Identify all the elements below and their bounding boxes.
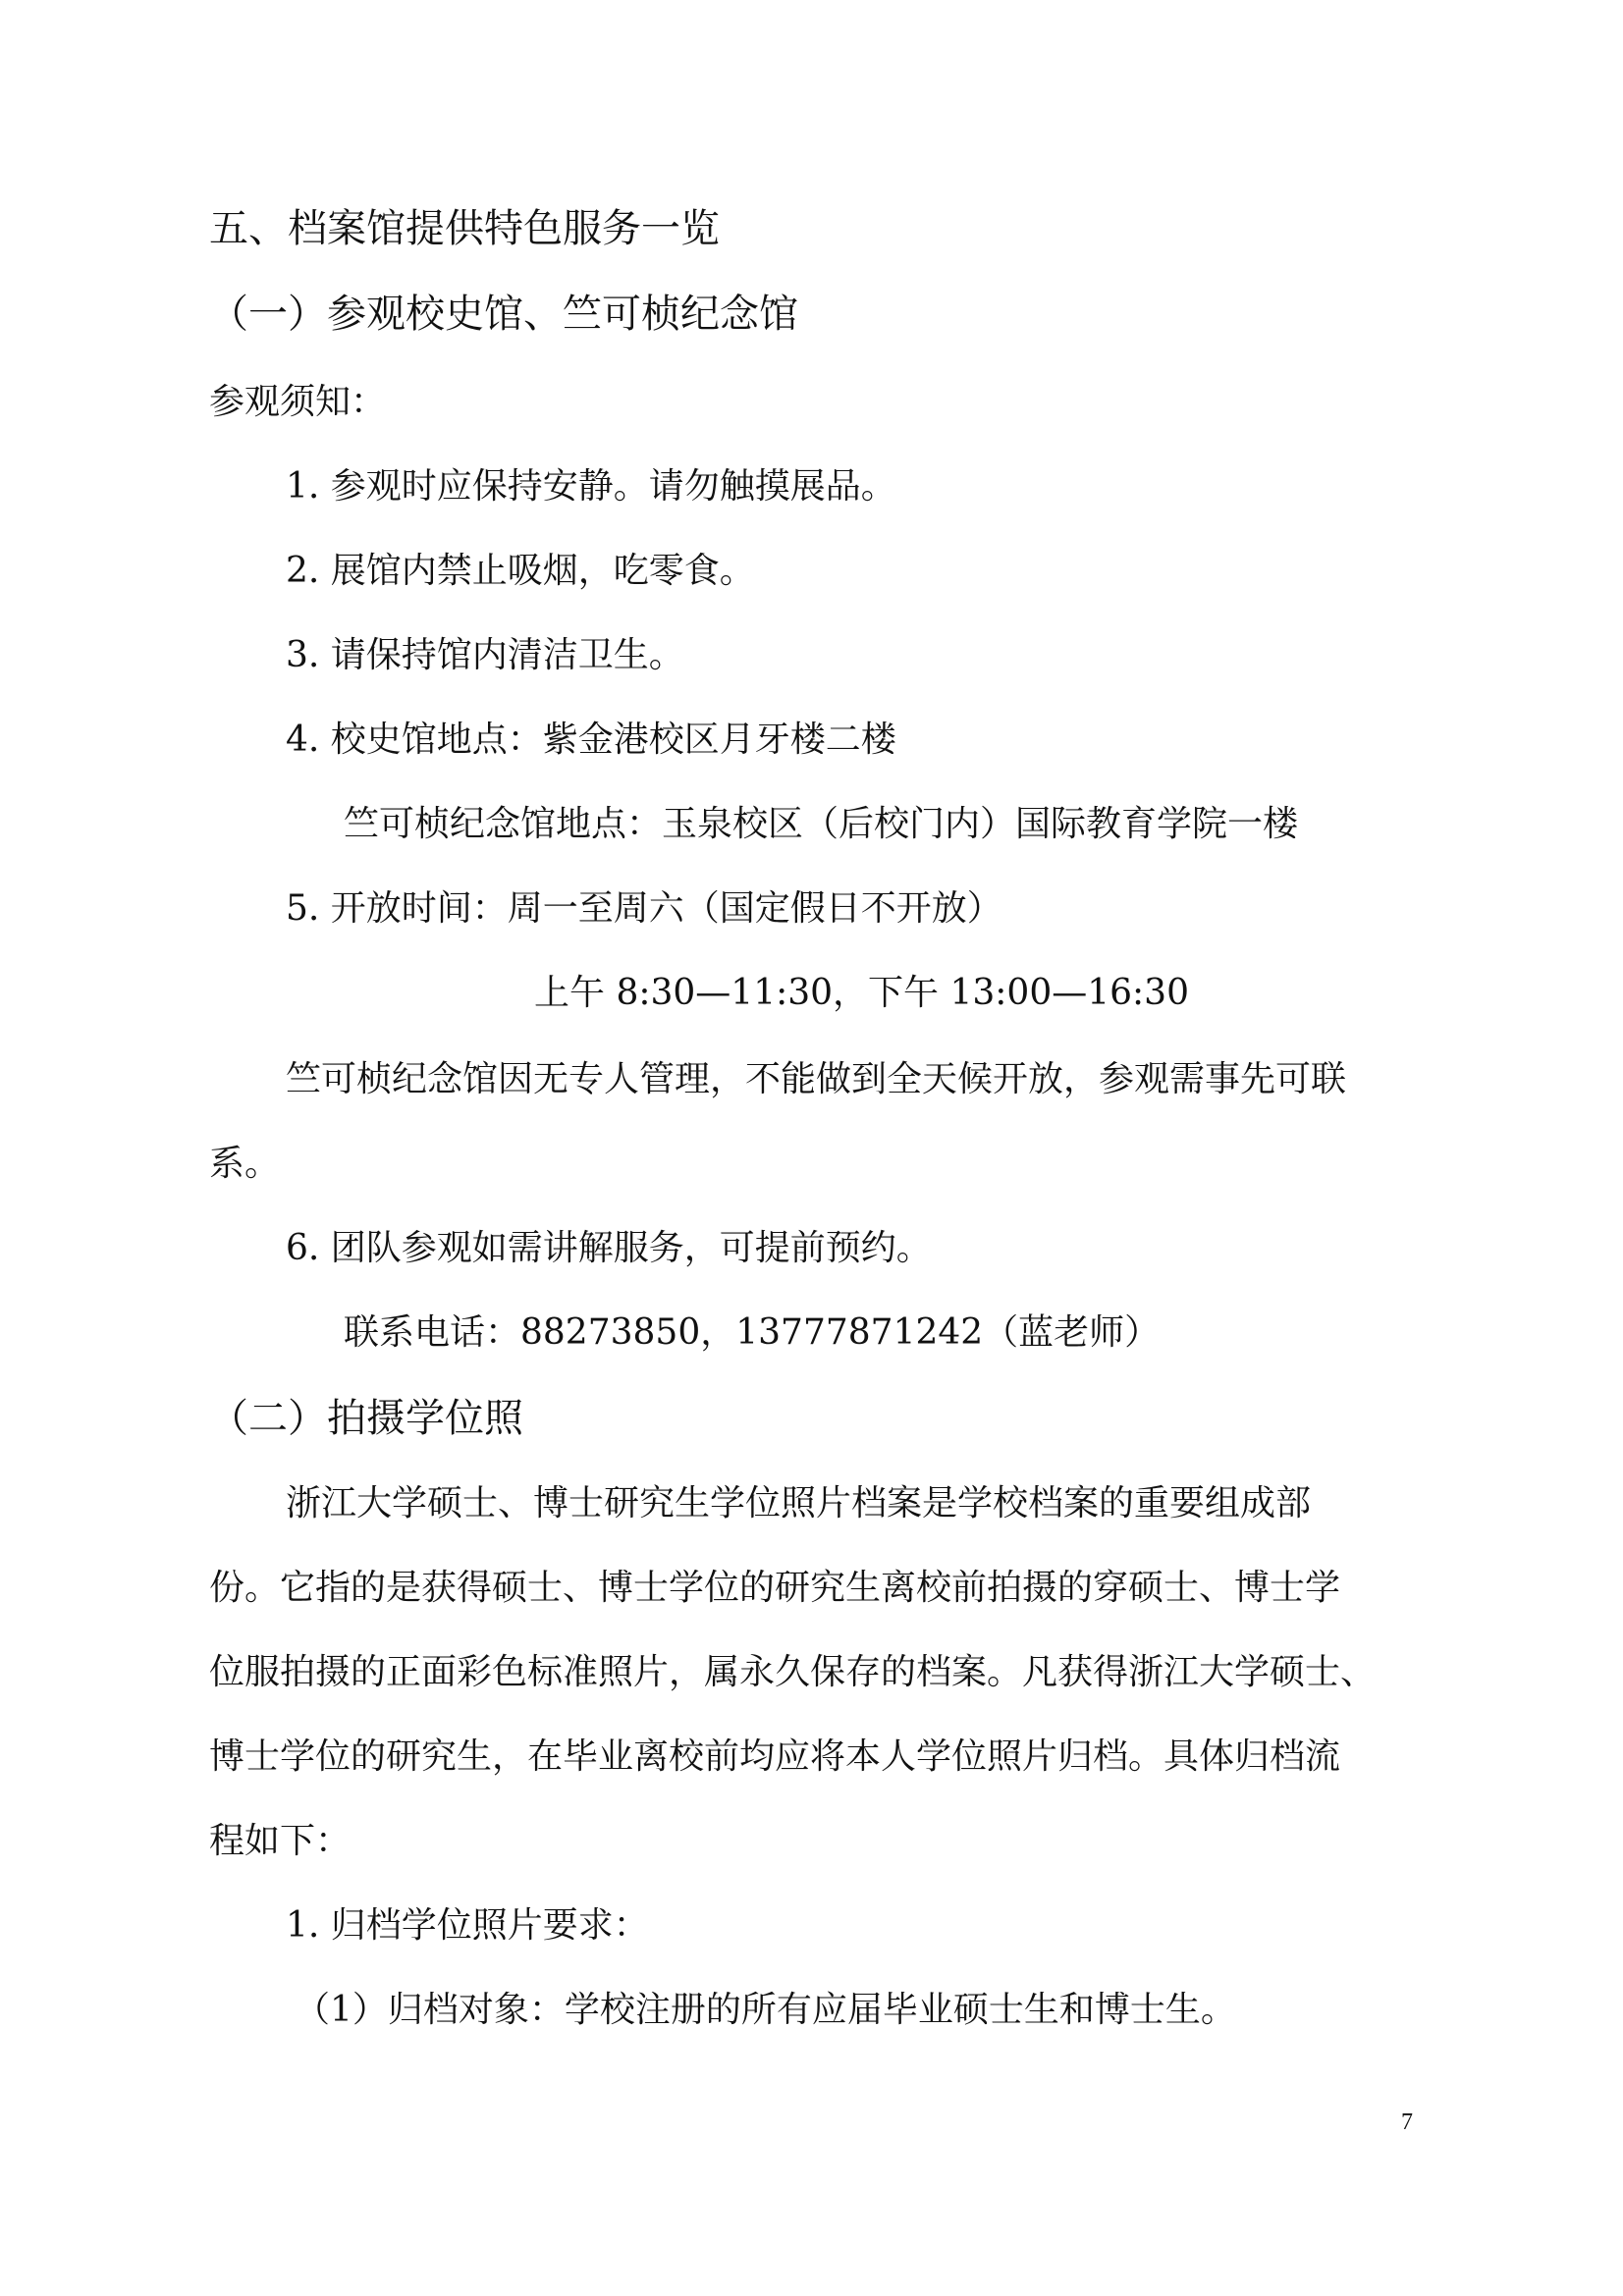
visit-rule-4-memorial-location: 竺可桢纪念馆地点：玉泉校区（后校门内）国际教育学院一楼: [344, 804, 1299, 844]
memorial-note-line-2: 系。: [209, 1144, 281, 1184]
subsection-heading-visit: （一）参观校史馆、竺可桢纪念馆: [209, 292, 798, 337]
visit-notice-title: 参观须知：: [209, 382, 387, 422]
photo-requirement-1-1: （1）归档对象：学校注册的所有应届毕业硕士生和博士生。: [295, 1990, 1236, 2030]
visit-rule-4-location: 4. 校史馆地点：紫金港校区月牙楼二楼: [286, 720, 896, 760]
memorial-note-line-1: 竺可桢纪念馆因无专人管理，不能做到全天候开放，参观需事先可联: [286, 1059, 1347, 1099]
photo-requirement-1: 1. 归档学位照片要求：: [286, 1905, 649, 1946]
section-heading: 五、档案馆提供特色服务一览: [209, 206, 720, 251]
subsection-heading-photo: （二）拍摄学位照: [209, 1396, 523, 1441]
photo-paragraph-line-1: 浙江大学硕士、博士研究生学位照片档案是学校档案的重要组成部: [286, 1483, 1312, 1523]
photo-paragraph-line-3: 位服拍摄的正面彩色标准照片，属永久保存的档案。凡获得浙江大学硕士、: [209, 1652, 1377, 1692]
photo-paragraph-line-4: 博士学位的研究生，在毕业离校前均应将本人学位照片归档。具体归档流: [209, 1736, 1341, 1777]
visit-rule-6-contact: 联系电话：88273850，13777871242（蓝老师）: [344, 1312, 1161, 1353]
photo-paragraph-line-5: 程如下：: [209, 1821, 352, 1861]
visit-rule-1: 1. 参观时应保持安静。请勿触摸展品。: [286, 466, 896, 507]
visit-rule-2: 2. 展馆内禁止吸烟，吃零食。: [286, 551, 755, 591]
visit-rule-5-opening-hours: 上午 8:30—11:30，下午 13:00—16:30: [534, 973, 1189, 1013]
page-number: 7: [1401, 2109, 1413, 2135]
photo-paragraph-line-2: 份。它指的是获得硕士、博士学位的研究生离校前拍摄的穿硕士、博士学: [209, 1568, 1341, 1608]
visit-rule-3: 3. 请保持馆内清洁卫生。: [286, 635, 684, 675]
visit-rule-6-guided-tour: 6. 团队参观如需讲解服务，可提前预约。: [286, 1228, 932, 1268]
visit-rule-5-opening-days: 5. 开放时间：周一至周六（国定假日不开放）: [286, 888, 1002, 929]
